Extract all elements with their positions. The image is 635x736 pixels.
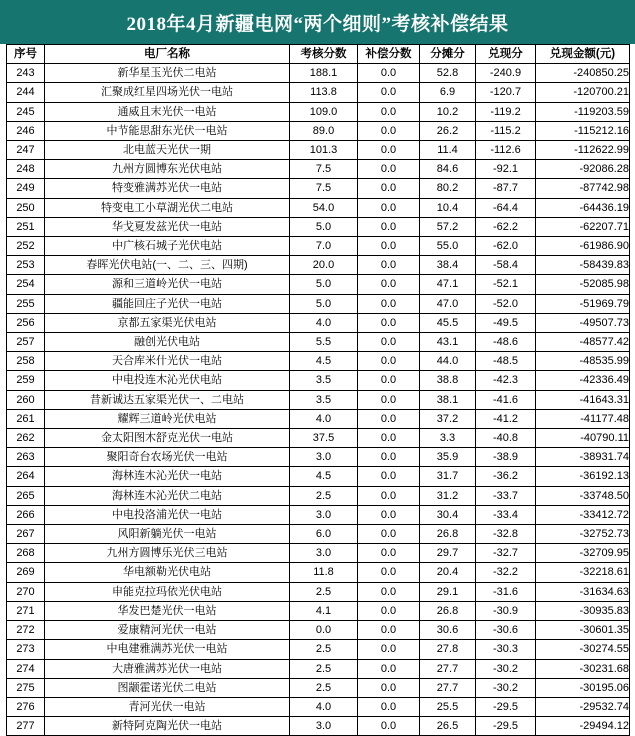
cell-index: 263: [7, 448, 45, 467]
cell-compensation-score: 0.0: [358, 371, 420, 390]
cell-compensation-score: 0.0: [358, 102, 420, 121]
cell-settlement-score: -41.2: [476, 409, 536, 428]
table-row: [7, 121, 630, 140]
cell-allocation-score: 10.2: [420, 102, 476, 121]
cell-allocation-score: 35.9: [420, 448, 476, 467]
cell-compensation-score: 0.0: [358, 64, 420, 83]
cell-index: 270: [7, 582, 45, 601]
cell-assessment-score: 4.0: [290, 697, 358, 716]
cell-assessment-score: 4.0: [290, 409, 358, 428]
cell-index: 249: [7, 179, 45, 198]
cell-allocation-score: 84.6: [420, 160, 476, 179]
table-row: [7, 640, 630, 659]
cell-compensation-score: 0.0: [358, 313, 420, 332]
cell-compensation-score: 0.0: [358, 640, 420, 659]
cell-compensation-score: 0.0: [358, 544, 420, 563]
table-row: [7, 217, 630, 236]
cell-settlement-score: -29.5: [476, 717, 536, 736]
cell-settlement-score: -30.2: [476, 678, 536, 697]
table-row: [7, 179, 630, 198]
table-row: [7, 313, 630, 332]
cell-index: 265: [7, 486, 45, 505]
cell-plant-name: 聚阳奇台农场光伏一电站: [45, 448, 290, 467]
cell-settlement-amount: -58439.83: [536, 256, 630, 275]
cell-plant-name: 九州方圆博乐光伏三电站: [45, 544, 290, 563]
page-title: 2018年4月新疆电网“两个细则”考核补偿结果: [126, 13, 509, 35]
cell-index: 252: [7, 237, 45, 256]
table-body: [7, 64, 630, 736]
cell-plant-name: 爱康精河光伏一电站: [45, 621, 290, 640]
cell-index: 254: [7, 275, 45, 294]
cell-plant-name: 北电蓝天光伏一期: [45, 141, 290, 160]
cell-settlement-score: -62.2: [476, 217, 536, 236]
cell-assessment-score: 3.0: [290, 717, 358, 736]
cell-compensation-score: 0.0: [358, 621, 420, 640]
cell-settlement-score: -120.7: [476, 83, 536, 102]
cell-index: 250: [7, 198, 45, 217]
cell-index: 262: [7, 429, 45, 448]
cell-compensation-score: 0.0: [358, 83, 420, 102]
cell-allocation-score: 29.1: [420, 582, 476, 601]
cell-assessment-score: 37.5: [290, 429, 358, 448]
cell-settlement-score: -48.6: [476, 333, 536, 352]
cell-settlement-amount: -48577.42: [536, 333, 630, 352]
cell-settlement-amount: -120700.21: [536, 83, 630, 102]
cell-compensation-score: 0.0: [358, 525, 420, 544]
cell-settlement-score: -52.1: [476, 275, 536, 294]
cell-plant-name: 华发巴楚光伏一电站: [45, 601, 290, 620]
cell-settlement-score: -112.6: [476, 141, 536, 160]
cell-plant-name: 京都五家渠光伏电站: [45, 313, 290, 332]
table-row: [7, 409, 630, 428]
cell-compensation-score: 0.0: [358, 448, 420, 467]
cell-compensation-score: 0.0: [358, 198, 420, 217]
cell-settlement-score: -115.2: [476, 121, 536, 140]
cell-assessment-score: 11.8: [290, 563, 358, 582]
table-row: [7, 198, 630, 217]
cell-index: 246: [7, 121, 45, 140]
compensation-table: [6, 44, 630, 736]
cell-plant-name: 昔新诚达五家渠光伏一、二电站: [45, 390, 290, 409]
cell-compensation-score: 0.0: [358, 601, 420, 620]
cell-assessment-score: 5.0: [290, 275, 358, 294]
cell-settlement-amount: -31634.63: [536, 582, 630, 601]
cell-settlement-amount: -30231.68: [536, 659, 630, 678]
cell-allocation-score: 38.4: [420, 256, 476, 275]
cell-compensation-score: 0.0: [358, 582, 420, 601]
cell-allocation-score: 20.4: [420, 563, 476, 582]
cell-index: 261: [7, 409, 45, 428]
cell-settlement-amount: -30601.35: [536, 621, 630, 640]
table-row: [7, 390, 630, 409]
cell-allocation-score: 45.5: [420, 313, 476, 332]
cell-plant-name: 海林连木沁光伏二电站: [45, 486, 290, 505]
table-row: [7, 544, 630, 563]
cell-assessment-score: 2.5: [290, 486, 358, 505]
cell-settlement-score: -36.2: [476, 467, 536, 486]
cell-assessment-score: 188.1: [290, 64, 358, 83]
table-header-row: [7, 45, 630, 64]
cell-plant-name: 华戈夏发兹光伏一电站: [45, 217, 290, 236]
cell-assessment-score: 2.5: [290, 678, 358, 697]
cell-allocation-score: 26.8: [420, 601, 476, 620]
table-row: [7, 467, 630, 486]
cell-assessment-score: 4.0: [290, 313, 358, 332]
column-header-assessment-score: 考核分数: [290, 45, 358, 64]
cell-assessment-score: 54.0: [290, 198, 358, 217]
cell-assessment-score: 0.0: [290, 621, 358, 640]
cell-settlement-score: -33.4: [476, 505, 536, 524]
table-row: [7, 621, 630, 640]
cell-compensation-score: 0.0: [358, 179, 420, 198]
cell-index: 247: [7, 141, 45, 160]
table-row: [7, 83, 630, 102]
cell-allocation-score: 30.6: [420, 621, 476, 640]
cell-settlement-amount: -48535.99: [536, 352, 630, 371]
column-header-settlement-amount: 兑现金额(元): [536, 45, 630, 64]
table-row: [7, 352, 630, 371]
table-row: [7, 64, 630, 83]
cell-assessment-score: 5.0: [290, 217, 358, 236]
cell-settlement-score: -30.2: [476, 659, 536, 678]
cell-plant-name: 通威且末光伏一电站: [45, 102, 290, 121]
cell-plant-name: 新华星玉光伏二电站: [45, 64, 290, 83]
table-container: [0, 44, 635, 736]
cell-allocation-score: 25.5: [420, 697, 476, 716]
cell-plant-name: 海林连木沁光伏一电站: [45, 467, 290, 486]
cell-settlement-score: -58.4: [476, 256, 536, 275]
cell-settlement-score: -32.8: [476, 525, 536, 544]
cell-settlement-score: -41.6: [476, 390, 536, 409]
cell-compensation-score: 0.0: [358, 294, 420, 313]
cell-settlement-amount: -40790.11: [536, 429, 630, 448]
cell-settlement-score: -33.7: [476, 486, 536, 505]
cell-compensation-score: 0.0: [358, 390, 420, 409]
cell-index: 260: [7, 390, 45, 409]
cell-settlement-amount: -29532.74: [536, 697, 630, 716]
cell-settlement-score: -240.9: [476, 64, 536, 83]
cell-index: 273: [7, 640, 45, 659]
table-row: [7, 294, 630, 313]
cell-index: 243: [7, 64, 45, 83]
cell-settlement-score: -52.0: [476, 294, 536, 313]
cell-index: 255: [7, 294, 45, 313]
cell-settlement-amount: -87742.98: [536, 179, 630, 198]
cell-assessment-score: 20.0: [290, 256, 358, 275]
cell-allocation-score: 6.9: [420, 83, 476, 102]
table-row: [7, 525, 630, 544]
cell-allocation-score: 43.1: [420, 333, 476, 352]
cell-compensation-score: 0.0: [358, 409, 420, 428]
cell-plant-name: 九州方圆博东光伏电站: [45, 160, 290, 179]
cell-index: 269: [7, 563, 45, 582]
cell-allocation-score: 27.7: [420, 659, 476, 678]
cell-index: 266: [7, 505, 45, 524]
cell-allocation-score: 3.3: [420, 429, 476, 448]
table-row: [7, 371, 630, 390]
cell-allocation-score: 26.8: [420, 525, 476, 544]
cell-compensation-score: 0.0: [358, 333, 420, 352]
cell-allocation-score: 55.0: [420, 237, 476, 256]
column-header-allocation-score: 分摊分: [420, 45, 476, 64]
cell-index: 274: [7, 659, 45, 678]
table-row: [7, 237, 630, 256]
cell-settlement-score: -30.3: [476, 640, 536, 659]
cell-allocation-score: 38.8: [420, 371, 476, 390]
cell-allocation-score: 44.0: [420, 352, 476, 371]
cell-index: 248: [7, 160, 45, 179]
cell-index: 272: [7, 621, 45, 640]
cell-settlement-amount: -33748.50: [536, 486, 630, 505]
cell-settlement-score: -119.2: [476, 102, 536, 121]
cell-plant-name: 疆能回庄子光伏一电站: [45, 294, 290, 313]
cell-settlement-amount: -62207.71: [536, 217, 630, 236]
cell-settlement-amount: -30195.06: [536, 678, 630, 697]
cell-settlement-amount: -42336.49: [536, 371, 630, 390]
table-row: [7, 429, 630, 448]
cell-compensation-score: 0.0: [358, 121, 420, 140]
table-row: [7, 448, 630, 467]
cell-settlement-amount: -112622.99: [536, 141, 630, 160]
table-row: [7, 678, 630, 697]
cell-compensation-score: 0.0: [358, 486, 420, 505]
cell-plant-name: 风阳新躺光伏一电站: [45, 525, 290, 544]
column-header-plant-name: 电厂名称: [45, 45, 290, 64]
cell-allocation-score: 52.8: [420, 64, 476, 83]
cell-settlement-score: -42.3: [476, 371, 536, 390]
cell-index: 251: [7, 217, 45, 236]
cell-assessment-score: 7.5: [290, 160, 358, 179]
table-row: [7, 697, 630, 716]
table-row: [7, 486, 630, 505]
cell-index: 268: [7, 544, 45, 563]
cell-plant-name: 中电投连木沁光伏电站: [45, 371, 290, 390]
cell-assessment-score: 4.5: [290, 352, 358, 371]
cell-compensation-score: 0.0: [358, 141, 420, 160]
cell-assessment-score: 3.5: [290, 371, 358, 390]
cell-settlement-amount: -64436.19: [536, 198, 630, 217]
cell-index: 277: [7, 717, 45, 736]
cell-index: 264: [7, 467, 45, 486]
cell-plant-name: 中广核石城子光伏电站: [45, 237, 290, 256]
cell-compensation-score: 0.0: [358, 505, 420, 524]
cell-assessment-score: 2.5: [290, 640, 358, 659]
cell-allocation-score: 27.7: [420, 678, 476, 697]
cell-settlement-amount: -32218.61: [536, 563, 630, 582]
cell-settlement-score: -48.5: [476, 352, 536, 371]
cell-plant-name: 图颛霍诺光伏二电站: [45, 678, 290, 697]
cell-plant-name: 汇聚成红星四场光伏一电站: [45, 83, 290, 102]
cell-settlement-amount: -41177.48: [536, 409, 630, 428]
cell-assessment-score: 3.0: [290, 448, 358, 467]
cell-compensation-score: 0.0: [358, 352, 420, 371]
cell-allocation-score: 29.7: [420, 544, 476, 563]
cell-assessment-score: 3.5: [290, 390, 358, 409]
cell-assessment-score: 2.5: [290, 582, 358, 601]
cell-index: 275: [7, 678, 45, 697]
cell-index: 271: [7, 601, 45, 620]
cell-settlement-score: -87.7: [476, 179, 536, 198]
cell-index: 253: [7, 256, 45, 275]
table-row: [7, 333, 630, 352]
cell-index: 258: [7, 352, 45, 371]
cell-allocation-score: 10.4: [420, 198, 476, 217]
cell-settlement-amount: -61986.90: [536, 237, 630, 256]
cell-settlement-amount: -115212.16: [536, 121, 630, 140]
cell-assessment-score: 4.5: [290, 467, 358, 486]
cell-settlement-amount: -52085.98: [536, 275, 630, 294]
cell-plant-name: 申能克拉玛依光伏电站: [45, 582, 290, 601]
cell-assessment-score: 5.5: [290, 333, 358, 352]
cell-settlement-score: -32.7: [476, 544, 536, 563]
cell-settlement-amount: -32709.95: [536, 544, 630, 563]
cell-compensation-score: 0.0: [358, 256, 420, 275]
cell-compensation-score: 0.0: [358, 217, 420, 236]
cell-settlement-amount: -240850.25: [536, 64, 630, 83]
cell-allocation-score: 11.4: [420, 141, 476, 160]
table-row: [7, 256, 630, 275]
cell-index: 245: [7, 102, 45, 121]
cell-index: 244: [7, 83, 45, 102]
cell-assessment-score: 109.0: [290, 102, 358, 121]
cell-settlement-score: -92.1: [476, 160, 536, 179]
cell-settlement-amount: -49507.73: [536, 313, 630, 332]
cell-assessment-score: 3.0: [290, 544, 358, 563]
cell-settlement-amount: -30274.55: [536, 640, 630, 659]
cell-compensation-score: 0.0: [358, 697, 420, 716]
cell-assessment-score: 5.0: [290, 294, 358, 313]
cell-compensation-score: 0.0: [358, 275, 420, 294]
cell-plant-name: 特变雅满苏光伏一电站: [45, 179, 290, 198]
cell-compensation-score: 0.0: [358, 659, 420, 678]
table-row: [7, 141, 630, 160]
cell-plant-name: 青河光伏一电站: [45, 697, 290, 716]
cell-compensation-score: 0.0: [358, 678, 420, 697]
table-row: [7, 102, 630, 121]
cell-allocation-score: 80.2: [420, 179, 476, 198]
cell-settlement-score: -62.0: [476, 237, 536, 256]
cell-settlement-score: -30.9: [476, 601, 536, 620]
cell-settlement-amount: -92086.28: [536, 160, 630, 179]
cell-settlement-amount: -51969.79: [536, 294, 630, 313]
cell-settlement-score: -64.4: [476, 198, 536, 217]
cell-assessment-score: 4.1: [290, 601, 358, 620]
cell-allocation-score: 47.0: [420, 294, 476, 313]
cell-compensation-score: 0.0: [358, 717, 420, 736]
cell-allocation-score: 30.4: [420, 505, 476, 524]
cell-settlement-score: -30.6: [476, 621, 536, 640]
cell-index: 257: [7, 333, 45, 352]
cell-plant-name: 融创光伏电站: [45, 333, 290, 352]
cell-allocation-score: 31.7: [420, 467, 476, 486]
cell-plant-name: 中电建雅满苏光伏一电站: [45, 640, 290, 659]
cell-plant-name: 耀辉三道岭光伏电站: [45, 409, 290, 428]
cell-plant-name: 华电额勒光伏电站: [45, 563, 290, 582]
table-row: [7, 563, 630, 582]
table-row: [7, 601, 630, 620]
cell-settlement-score: -38.9: [476, 448, 536, 467]
cell-index: 276: [7, 697, 45, 716]
cell-settlement-score: -29.5: [476, 697, 536, 716]
table-row: [7, 275, 630, 294]
cell-settlement-amount: -38931.74: [536, 448, 630, 467]
cell-settlement-score: -32.2: [476, 563, 536, 582]
cell-settlement-score: -31.6: [476, 582, 536, 601]
cell-assessment-score: 2.5: [290, 659, 358, 678]
column-header-index: 序号: [7, 45, 45, 64]
cell-assessment-score: 7.0: [290, 237, 358, 256]
cell-settlement-amount: -41643.31: [536, 390, 630, 409]
cell-index: 256: [7, 313, 45, 332]
table-row: [7, 717, 630, 736]
table-row: [7, 659, 630, 678]
cell-plant-name: 新特阿克陶光伏一电站: [45, 717, 290, 736]
cell-allocation-score: 26.2: [420, 121, 476, 140]
cell-index: 259: [7, 371, 45, 390]
cell-allocation-score: 47.1: [420, 275, 476, 294]
cell-allocation-score: 57.2: [420, 217, 476, 236]
table-row: [7, 160, 630, 179]
cell-plant-name: 天合库米什光伏一电站: [45, 352, 290, 371]
cell-compensation-score: 0.0: [358, 467, 420, 486]
cell-assessment-score: 113.8: [290, 83, 358, 102]
cell-allocation-score: 27.8: [420, 640, 476, 659]
cell-settlement-amount: -119203.59: [536, 102, 630, 121]
cell-index: 267: [7, 525, 45, 544]
cell-plant-name: 春晖光伏电站(一、二、三、四期): [45, 256, 290, 275]
column-header-compensation-score: 补偿分数: [358, 45, 420, 64]
cell-assessment-score: 3.0: [290, 505, 358, 524]
cell-settlement-amount: -36192.13: [536, 467, 630, 486]
column-header-settlement-score: 兑现分: [476, 45, 536, 64]
cell-settlement-score: -40.8: [476, 429, 536, 448]
cell-plant-name: 中电投洛浦光伏一电站: [45, 505, 290, 524]
cell-allocation-score: 38.1: [420, 390, 476, 409]
cell-settlement-amount: -30935.83: [536, 601, 630, 620]
table-row: [7, 582, 630, 601]
cell-compensation-score: 0.0: [358, 160, 420, 179]
cell-plant-name: 特变电工小草湖光伏二电站: [45, 198, 290, 217]
report-title-bar: [0, 0, 635, 44]
cell-assessment-score: 89.0: [290, 121, 358, 140]
cell-settlement-amount: -33412.72: [536, 505, 630, 524]
cell-assessment-score: 101.3: [290, 141, 358, 160]
cell-assessment-score: 6.0: [290, 525, 358, 544]
cell-compensation-score: 0.0: [358, 237, 420, 256]
cell-plant-name: 大唐雅满苏光伏一电站: [45, 659, 290, 678]
cell-compensation-score: 0.0: [358, 429, 420, 448]
cell-settlement-score: -49.5: [476, 313, 536, 332]
cell-plant-name: 中节能思甜东光伏一电站: [45, 121, 290, 140]
cell-allocation-score: 26.5: [420, 717, 476, 736]
table-row: [7, 505, 630, 524]
cell-allocation-score: 31.2: [420, 486, 476, 505]
cell-plant-name: 源和三道岭光伏一电站: [45, 275, 290, 294]
cell-plant-name: 金太阳图木舒克光伏一电站: [45, 429, 290, 448]
cell-settlement-amount: -29494.12: [536, 717, 630, 736]
cell-assessment-score: 7.5: [290, 179, 358, 198]
cell-compensation-score: 0.0: [358, 563, 420, 582]
table-header: [7, 45, 630, 64]
cell-allocation-score: 37.2: [420, 409, 476, 428]
cell-settlement-amount: -32752.73: [536, 525, 630, 544]
